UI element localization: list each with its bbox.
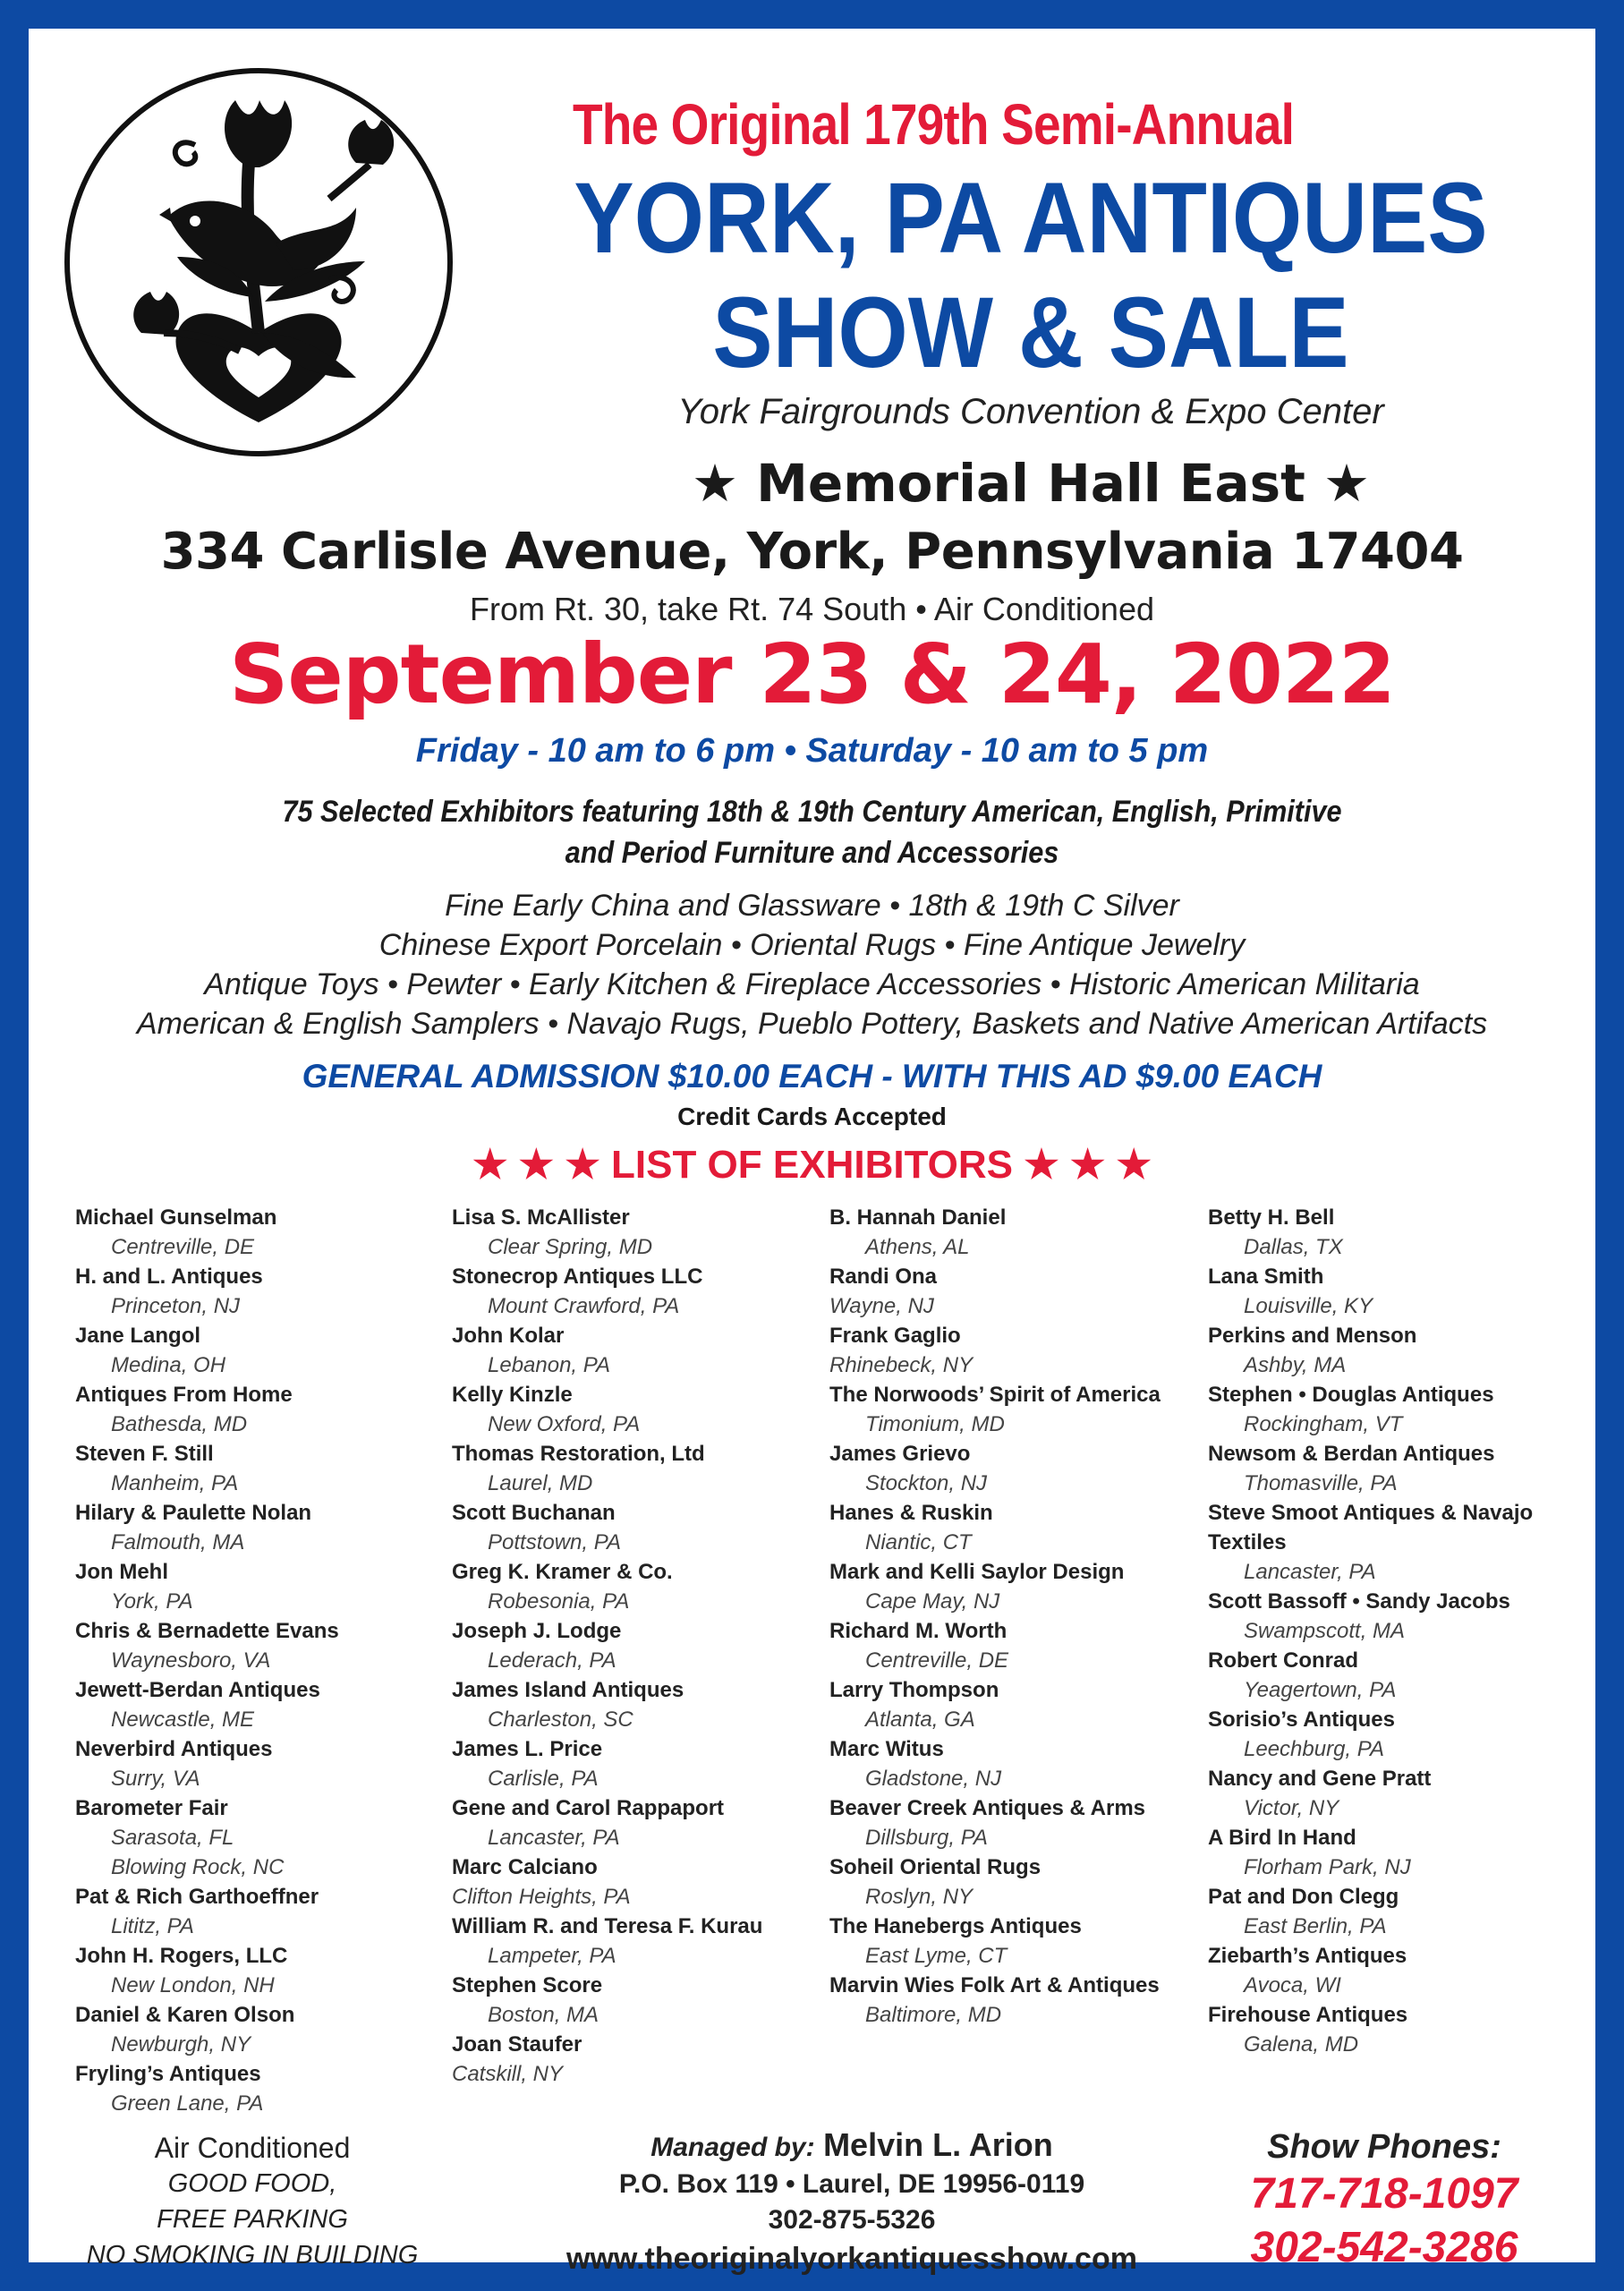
exhibitor-name: Soheil Oriental Rugs — [829, 1855, 1042, 1879]
exhibitor-name: Hanes & Ruskin — [829, 1501, 993, 1525]
exhibitor-name: Steven F. Still — [75, 1442, 214, 1466]
show-title-line-1: YORK, PA ANTIQUES — [574, 162, 1488, 274]
exhibitor-location: Baltimore, MD — [865, 2003, 1002, 2027]
exhibitor-location: Cape May, NJ — [865, 1589, 1000, 1614]
show-phones-label: Show Phones: — [1267, 2128, 1501, 2166]
exhibitor-location: Clifton Heights, PA — [452, 1885, 631, 1909]
exhibitor-location: Robesonia, PA — [488, 1589, 630, 1614]
exhibitor-name: James Grievo — [829, 1442, 971, 1466]
exhibitor-name: Beaver Creek Antiques & Arms — [829, 1796, 1146, 1820]
exhibitor-name: Lisa S. McAllister — [452, 1205, 630, 1230]
exhibitor-name: Larry Thompson — [829, 1678, 999, 1702]
exhibitor-name: Perkins and Menson — [1208, 1324, 1417, 1348]
exhibitor-location: New Oxford, PA — [488, 1412, 641, 1436]
exhibitor-location: Rockingham, VT — [1244, 1412, 1403, 1436]
venue-name: York Fairgrounds Convention & Expo Center — [677, 392, 1384, 431]
exhibitor-entry — [1208, 1587, 1584, 1646]
directions: From Rt. 30, take Rt. 74 South • Air Conditioned — [470, 591, 1154, 627]
exhibitor-name: Stephen • Douglas Antiques — [1208, 1383, 1494, 1407]
management-block — [458, 2126, 1246, 2279]
credit-cards-note: Credit Cards Accepted — [677, 1103, 947, 1130]
exhibitor-entry — [75, 1882, 451, 1941]
exhibitor-entry — [75, 1675, 451, 1734]
exhibitor-entry — [829, 1734, 1205, 1793]
exhibitor-location: Yeagertown, PA — [1244, 1678, 1397, 1702]
exhibitor-location: Rhinebeck, NY — [829, 1353, 974, 1377]
feature-line: American & English Samplers • Navajo Rugs, Pueblo Pottery, Baskets and Native American Artifacts — [136, 1007, 1488, 1041]
exhibitor-location: Falmouth, MA — [111, 1530, 245, 1554]
managed-by-label: Managed by: — [650, 2133, 815, 2162]
exhibitor-location: Laurel, MD — [488, 1471, 593, 1495]
exhibitor-entry — [452, 1793, 828, 1852]
exhibitor-name: Marvin Wies Folk Art & Antiques — [829, 1973, 1160, 1997]
exhibitor-location: Charleston, SC — [488, 1708, 633, 1732]
exhibitor-entry — [452, 1498, 828, 1557]
exhibitor-name: The Hanebergs Antiques — [829, 1914, 1082, 1938]
exhibitor-entry — [1208, 1882, 1584, 1941]
exhibitor-entry — [1208, 1941, 1584, 2000]
exhibitor-column-4 — [1208, 1203, 1584, 2059]
exhibitor-entry — [1208, 1823, 1584, 1882]
exhibitor-entry — [75, 1616, 451, 1675]
manager-name: Melvin L. Arion — [823, 2126, 1053, 2163]
exhibitor-location: Galena, MD — [1244, 2032, 1359, 2057]
exhibitor-name: Kelly Kinzle — [452, 1383, 573, 1407]
exhibitor-location: Florham Park, NJ — [1244, 1855, 1411, 1879]
exhibitor-name: Richard M. Worth — [829, 1619, 1008, 1643]
exhibitor-entry — [1208, 1203, 1584, 1262]
exhibitor-location: Athens, AL — [865, 1235, 970, 1259]
exhibitor-entry — [452, 1321, 828, 1380]
exhibitor-location: Blowing Rock, NC — [111, 1855, 285, 1879]
exhibitor-name: James Island Antiques — [452, 1678, 684, 1702]
exhibitors-heading: ★ ★ ★ LIST OF EXHIBITORS ★ ★ ★ — [472, 1143, 1152, 1187]
exhibitor-location: Leechburg, PA — [1244, 1737, 1384, 1761]
exhibitor-name: Chris & Bernadette Evans — [75, 1619, 339, 1643]
flyer-page — [29, 29, 1595, 2276]
exhibitor-name: Hilary & Paulette Nolan — [75, 1501, 312, 1525]
exhibitor-location: Mount Crawford, PA — [488, 1294, 680, 1318]
exhibitor-location: Louisville, KY — [1244, 1294, 1373, 1318]
exhibitor-entry — [829, 1380, 1205, 1439]
exhibitor-name: Robert Conrad — [1208, 1648, 1358, 1673]
exhibitor-entry — [452, 2030, 828, 2089]
exhibitor-name: Lana Smith — [1208, 1265, 1324, 1289]
exhibitor-entry — [829, 1852, 1205, 1912]
exhibitor-entry — [829, 1203, 1205, 1262]
exhibitor-name: Fryling’s Antiques — [75, 2062, 261, 2086]
exhibitor-location: Lancaster, PA — [488, 1826, 620, 1850]
exhibitor-name: Daniel & Karen Olson — [75, 2003, 295, 2027]
exhibitor-location: Dillsburg, PA — [865, 1826, 988, 1850]
exhibitor-location: Green Lane, PA — [111, 2091, 264, 2116]
exhibitor-entry — [75, 2000, 451, 2059]
exhibitor-name: A Bird In Hand — [1208, 1826, 1356, 1850]
exhibitor-entry — [452, 1262, 828, 1321]
exhibitor-name: The Norwoods’ Spirit of America — [829, 1383, 1161, 1407]
exhibitor-location: Clear Spring, MD — [488, 1235, 653, 1259]
show-title-line-2: SHOW & SALE — [712, 277, 1349, 388]
feature-line: Fine Early China and Glassware • 18th & 19th C Silver — [445, 889, 1179, 923]
website-link[interactable]: www.theoriginalyorkantiquesshow.com — [566, 2242, 1137, 2276]
feature-list — [29, 886, 1595, 1043]
exhibitor-entry — [1208, 1380, 1584, 1439]
exhibitor-entry — [829, 1321, 1205, 1380]
exhibitor-name: Mark and Kelli Saylor Design — [829, 1560, 1125, 1584]
exhibitor-location: Timonium, MD — [865, 1412, 1005, 1436]
exhibitor-location: Roslyn, NY — [865, 1885, 974, 1909]
exhibitor-summary-line-1: 75 Selected Exhibitors featuring 18th & 19th Century American, English, Primitive — [282, 795, 1342, 829]
exhibitor-entry — [452, 1912, 828, 1971]
exhibitor-entry — [75, 1321, 451, 1380]
exhibitor-location: Centreville, DE — [111, 1235, 255, 1259]
exhibitor-name: Sorisio’s Antiques — [1208, 1708, 1395, 1732]
exhibitor-location: East Lyme, CT — [865, 1944, 1008, 1968]
exhibitor-summary-line-2: and Period Furniture and Accessories — [565, 836, 1059, 870]
exhibitor-entry — [1208, 1705, 1584, 1764]
exhibitor-location: York, PA — [111, 1589, 193, 1614]
admission-price: GENERAL ADMISSION $10.00 EACH - WITH THIS AD $9.00 EACH — [302, 1058, 1322, 1094]
exhibitor-location: Gladstone, NJ — [865, 1767, 1002, 1791]
exhibitor-location: Niantic, CT — [865, 1530, 972, 1554]
exhibitor-location: Catskill, NY — [452, 2062, 564, 2086]
exhibitor-location: Manheim, PA — [111, 1471, 239, 1495]
exhibitor-entry — [829, 1912, 1205, 1971]
exhibitor-location: Newburgh, NY — [111, 2032, 251, 2057]
exhibitor-entry — [1208, 1646, 1584, 1705]
exhibitor-entry — [452, 1439, 828, 1498]
exhibitor-location: Lancaster, PA — [1244, 1560, 1376, 1584]
exhibitor-summary — [107, 791, 1518, 873]
exhibitor-location: Princeton, NJ — [111, 1294, 241, 1318]
exhibitor-name: B. Hannah Daniel — [829, 1205, 1007, 1230]
exhibitor-name: Jewett-Berdan Antiques — [75, 1678, 320, 1702]
exhibitor-entry — [75, 1793, 451, 1882]
exhibitor-location: Wayne, NJ — [829, 1294, 934, 1318]
exhibitor-name: Stonecrop Antiques LLC — [452, 1265, 703, 1289]
exhibitor-entry — [452, 1971, 828, 2030]
exhibitor-location: Surry, VA — [111, 1767, 200, 1791]
exhibitor-name: Jon Mehl — [75, 1560, 169, 1584]
exhibitor-name: Michael Gunselman — [75, 1205, 277, 1230]
exhibitor-name: Joseph J. Lodge — [452, 1619, 622, 1643]
exhibitor-entry — [829, 1971, 1205, 2030]
edition-title: The Original 179th Semi-Annual — [572, 92, 1295, 157]
exhibitor-entry — [829, 1557, 1205, 1616]
exhibitor-name: Betty H. Bell — [1208, 1205, 1335, 1230]
exhibitor-entry — [829, 1793, 1205, 1852]
exhibitor-name: Barometer Fair — [75, 1796, 228, 1820]
exhibitor-entry — [829, 1498, 1205, 1557]
exhibitor-column-2 — [452, 1203, 828, 2089]
exhibitor-location: Bathesda, MD — [111, 1412, 248, 1436]
exhibitor-name: Neverbird Antiques — [75, 1737, 273, 1761]
exhibitor-name: Antiques From Home — [75, 1383, 293, 1407]
exhibitor-location: Atlanta, GA — [865, 1708, 975, 1732]
exhibitor-name: Nancy and Gene Pratt — [1208, 1767, 1432, 1791]
exhibitor-entry — [452, 1734, 828, 1793]
exhibitor-name: Newsom & Berdan Antiques — [1208, 1442, 1495, 1466]
exhibitor-location: Newcastle, ME — [111, 1708, 255, 1732]
exhibitor-name: H. and L. Antiques — [75, 1265, 263, 1289]
street-address: 334 Carlisle Avenue, York, Pennsylvania 17404 — [160, 523, 1464, 581]
exhibitor-name: Marc Calciano — [452, 1855, 598, 1879]
exhibitor-location: Swampscott, MA — [1244, 1619, 1406, 1643]
exhibitor-location: Lederach, PA — [488, 1648, 616, 1673]
exhibitor-name: Pat and Don Clegg — [1208, 1885, 1399, 1909]
exhibitor-location: Pottstown, PA — [488, 1530, 621, 1554]
exhibitor-location: Medina, OH — [111, 1353, 226, 1377]
show-phone-2: 302-542-3286 — [1250, 2224, 1518, 2271]
manager-phone: 302-875-5326 — [768, 2205, 936, 2235]
exhibitor-name: Stephen Score — [452, 1973, 603, 1997]
exhibitor-name: Steve Smoot Antiques & Navajo Textiles — [1208, 1501, 1534, 1554]
exhibitor-location: Thomasville, PA — [1244, 1471, 1398, 1495]
exhibitor-entry — [75, 1941, 451, 2000]
amenities-block — [47, 2130, 458, 2273]
exhibitor-name: William R. and Teresa F. Kurau — [452, 1914, 763, 1938]
show-hours: Friday - 10 am to 6 pm • Saturday - 10 am to 5 pm — [415, 732, 1209, 770]
exhibitor-location: East Berlin, PA — [1244, 1914, 1387, 1938]
exhibitor-name: Scott Bassoff • Sandy Jacobs — [1208, 1589, 1510, 1614]
exhibitor-location: Stockton, NJ — [865, 1471, 988, 1495]
exhibitor-entry — [1208, 1262, 1584, 1321]
exhibitor-column-3 — [829, 1203, 1205, 2030]
exhibitor-name: Marc Witus — [829, 1737, 944, 1761]
amenity-parking: FREE PARKING — [157, 2205, 348, 2234]
exhibitor-location: Lampeter, PA — [488, 1944, 616, 1968]
exhibitor-name: Joan Staufer — [452, 2032, 582, 2057]
exhibitor-entry — [1208, 1439, 1584, 1498]
exhibitor-location: New London, NH — [111, 1973, 275, 1997]
exhibitor-location: Lebanon, PA — [488, 1353, 611, 1377]
exhibitor-name: James L. Price — [452, 1737, 603, 1761]
exhibitor-name: Frank Gaglio — [829, 1324, 961, 1348]
exhibitor-entry — [829, 1616, 1205, 1675]
exhibitor-entry — [829, 1439, 1205, 1498]
exhibitor-location: Ashby, MA — [1244, 1353, 1347, 1377]
exhibitor-location: Dallas, TX — [1244, 1235, 1343, 1259]
amenity-air-conditioned: Air Conditioned — [154, 2132, 351, 2164]
exhibitor-entry — [75, 1203, 451, 1262]
exhibitor-entry — [1208, 1498, 1584, 1587]
exhibitor-entry — [1208, 1321, 1584, 1380]
exhibitor-entry — [1208, 2000, 1584, 2059]
exhibitor-entry — [452, 1380, 828, 1439]
exhibitor-entry — [75, 2059, 451, 2118]
feature-line: Antique Toys • Pewter • Early Kitchen & Fireplace Accessories • Historic American Militaria — [204, 967, 1420, 1001]
exhibitor-location: Avoca, WI — [1244, 1973, 1341, 1997]
exhibitor-location: Centreville, DE — [865, 1648, 1009, 1673]
exhibitor-name: Ziebarth’s Antiques — [1208, 1944, 1407, 1968]
exhibitor-entry — [75, 1262, 451, 1321]
exhibitor-location: Victor, NY — [1244, 1796, 1339, 1820]
exhibitor-name: Pat & Rich Garthoeffner — [75, 1885, 319, 1909]
exhibitor-entry — [75, 1498, 451, 1557]
exhibitor-location: Lititz, PA — [111, 1914, 194, 1938]
hall-name: ★ Memorial Hall East ★ — [691, 453, 1371, 514]
exhibitor-entry — [829, 1262, 1205, 1321]
show-phones-block — [1192, 2126, 1577, 2275]
exhibitor-entry — [75, 1439, 451, 1498]
exhibitor-location: Boston, MA — [488, 2003, 599, 2027]
exhibitor-name: John H. Rogers, LLC — [75, 1944, 288, 1968]
exhibitor-name: Thomas Restoration, Ltd — [452, 1442, 705, 1466]
exhibitor-name: John Kolar — [452, 1324, 565, 1348]
amenity-food: GOOD FOOD, — [167, 2169, 337, 2198]
po-box: P.O. Box 119 • Laurel, DE 19956-0119 — [618, 2169, 1085, 2199]
exhibitor-entry — [452, 1557, 828, 1616]
exhibitor-name: Scott Buchanan — [452, 1501, 616, 1525]
exhibitor-entry — [452, 1203, 828, 1262]
exhibitor-location: Sarasota, FL — [111, 1826, 234, 1850]
exhibitor-name: Jane Langol — [75, 1324, 201, 1348]
exhibitor-entry — [452, 1852, 828, 1912]
exhibitor-entry — [452, 1616, 828, 1675]
show-phone-1: 717-718-1097 — [1250, 2170, 1518, 2218]
tulip-bird-logo-icon — [61, 64, 456, 460]
exhibitor-location: Waynesboro, VA — [111, 1648, 271, 1673]
exhibitor-entry — [75, 1380, 451, 1439]
exhibitor-name: Gene and Carol Rappaport — [452, 1796, 725, 1820]
managed-by-line — [458, 2126, 1246, 2167]
amenity-no-smoking: NO SMOKING IN BUILDING — [86, 2241, 419, 2270]
exhibitor-entry — [75, 1557, 451, 1616]
exhibitor-location: Carlisle, PA — [488, 1767, 599, 1791]
exhibitor-name: Greg K. Kramer & Co. — [452, 1560, 673, 1584]
exhibitor-name: Randi Ona — [829, 1265, 938, 1289]
exhibitor-entry — [1208, 1764, 1584, 1823]
exhibitor-entry — [75, 1734, 451, 1793]
exhibitor-column-1 — [75, 1203, 451, 2118]
exhibitor-entry — [452, 1675, 828, 1734]
show-dates: September 23 & 24, 2022 — [229, 626, 1395, 722]
feature-line: Chinese Export Porcelain • Oriental Rugs • Fine Antique Jewelry — [378, 928, 1246, 962]
exhibitor-name: Firehouse Antiques — [1208, 2003, 1408, 2027]
exhibitor-entry — [829, 1675, 1205, 1734]
